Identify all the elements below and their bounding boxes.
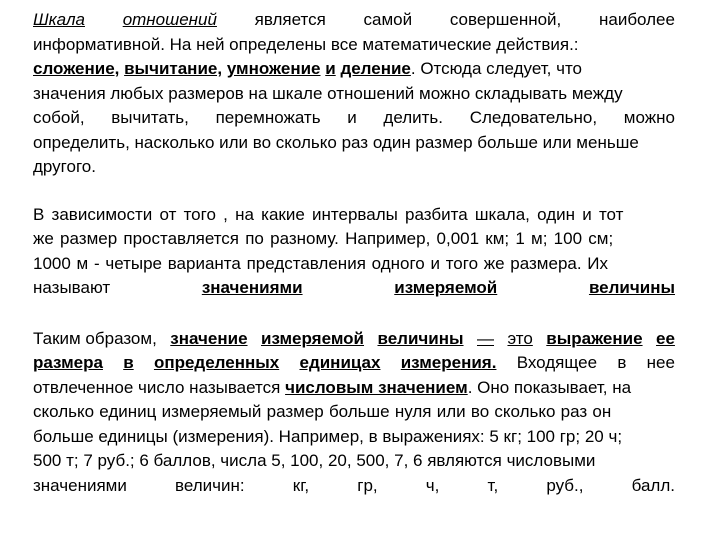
word: ч, [425, 475, 440, 495]
term-values: значениями [201, 278, 303, 297]
word: . Оно показывает, на [467, 377, 632, 397]
word: отвлеченное число называется [33, 377, 281, 397]
paragraph-numeric-value [33, 327, 675, 499]
term-value: значение [170, 328, 248, 348]
word: собой, [33, 108, 85, 127]
word: это [507, 328, 533, 348]
line-text: же размер проставляется по разному. Например, 0,001 км; 1 м; 100 см; [33, 229, 614, 248]
term-scale: Шкала [33, 10, 85, 29]
word: балл. [631, 475, 675, 495]
line-text: другого. [33, 157, 96, 176]
line-text: значения любых размеров на шкале отношений можно складывать между [33, 83, 623, 103]
term-measurement: измерения. [400, 353, 497, 372]
text-line [33, 106, 675, 131]
word: перемножать [215, 108, 321, 127]
term-expression: выражение [546, 328, 643, 348]
text-line [33, 203, 675, 228]
word: нее [646, 353, 675, 372]
paragraph-ratio-scale [33, 8, 675, 180]
word: Таким образом, [33, 328, 157, 348]
line-text: 1000 м - четыре варианта представления одного и того же размера. Их [33, 253, 609, 273]
word: совершенной, [449, 10, 562, 29]
text-line [33, 327, 675, 352]
text-line [33, 155, 675, 180]
text-line [33, 449, 675, 474]
word: вычитать, [111, 108, 189, 127]
text-line [33, 252, 675, 277]
text-line [33, 131, 675, 156]
word: наиболее [598, 10, 675, 29]
text-line [33, 425, 675, 450]
term-quantity: величины [588, 278, 675, 297]
word: называют [33, 278, 111, 297]
term-numeric-value: числовым значением [285, 377, 468, 397]
line-text: сколько единиц измеряемый размер больше нуля или во сколько раз он [33, 402, 612, 421]
term-division: деление [340, 59, 411, 78]
term-its: ее [656, 328, 675, 348]
line-text: информативной. На ней определены все математические действия.: [33, 34, 579, 54]
word: величин: [175, 475, 245, 495]
text-line [33, 57, 675, 82]
line-text: 500 т; 7 руб.; 6 баллов, числа 5, 100, 20, 500, 7, 6 являются числовыми [33, 451, 596, 470]
text-line [33, 400, 675, 425]
term-measured: измеряемой [394, 278, 498, 297]
word: в [617, 353, 627, 372]
text-line [33, 8, 675, 33]
text-line [33, 351, 675, 376]
word: . Отсюда следует, что [410, 59, 583, 78]
text-line [33, 33, 675, 58]
line-text: больше единицы (измерения). Например, в выражениях: 5 кг; 100 гр; 20 ч; [33, 426, 623, 446]
term-certain: определенных [153, 353, 280, 372]
document-page [33, 8, 675, 498]
text-line [33, 82, 675, 107]
term-subtraction: вычитание, [124, 59, 223, 78]
line-text: определить, насколько или во сколько раз один размер больше или меньше [33, 132, 639, 152]
text-line [33, 474, 675, 499]
word: является [254, 10, 326, 29]
word: руб., [546, 475, 584, 495]
word: гр, [357, 475, 378, 495]
text-line [33, 227, 675, 252]
dash: — [477, 328, 494, 348]
term-units: единицах [299, 353, 381, 372]
term-quantity: величины [377, 328, 464, 348]
term-relations: отношений [122, 10, 217, 29]
term-and: и [325, 59, 336, 78]
word: самой [363, 10, 413, 29]
word: можно [623, 108, 675, 127]
word: и [347, 108, 357, 127]
term-addition: сложение, [33, 59, 120, 78]
term-size: размера [33, 353, 103, 372]
text-line [33, 276, 675, 301]
paragraph-measurement-values [33, 203, 675, 301]
text-line [33, 376, 675, 401]
word: Следовательно, [469, 108, 598, 127]
word: т, [487, 475, 499, 495]
term-measured: измеряемой [261, 328, 365, 348]
word: делить. [383, 108, 444, 127]
word: Входящее [516, 353, 598, 372]
line-text: В зависимости от того , на какие интервалы разбита шкала, один и тот [33, 204, 624, 224]
term-in: в [123, 353, 134, 372]
word: кг, [292, 475, 310, 495]
word: значениями [33, 475, 127, 495]
term-multiplication: умножение [226, 59, 321, 78]
